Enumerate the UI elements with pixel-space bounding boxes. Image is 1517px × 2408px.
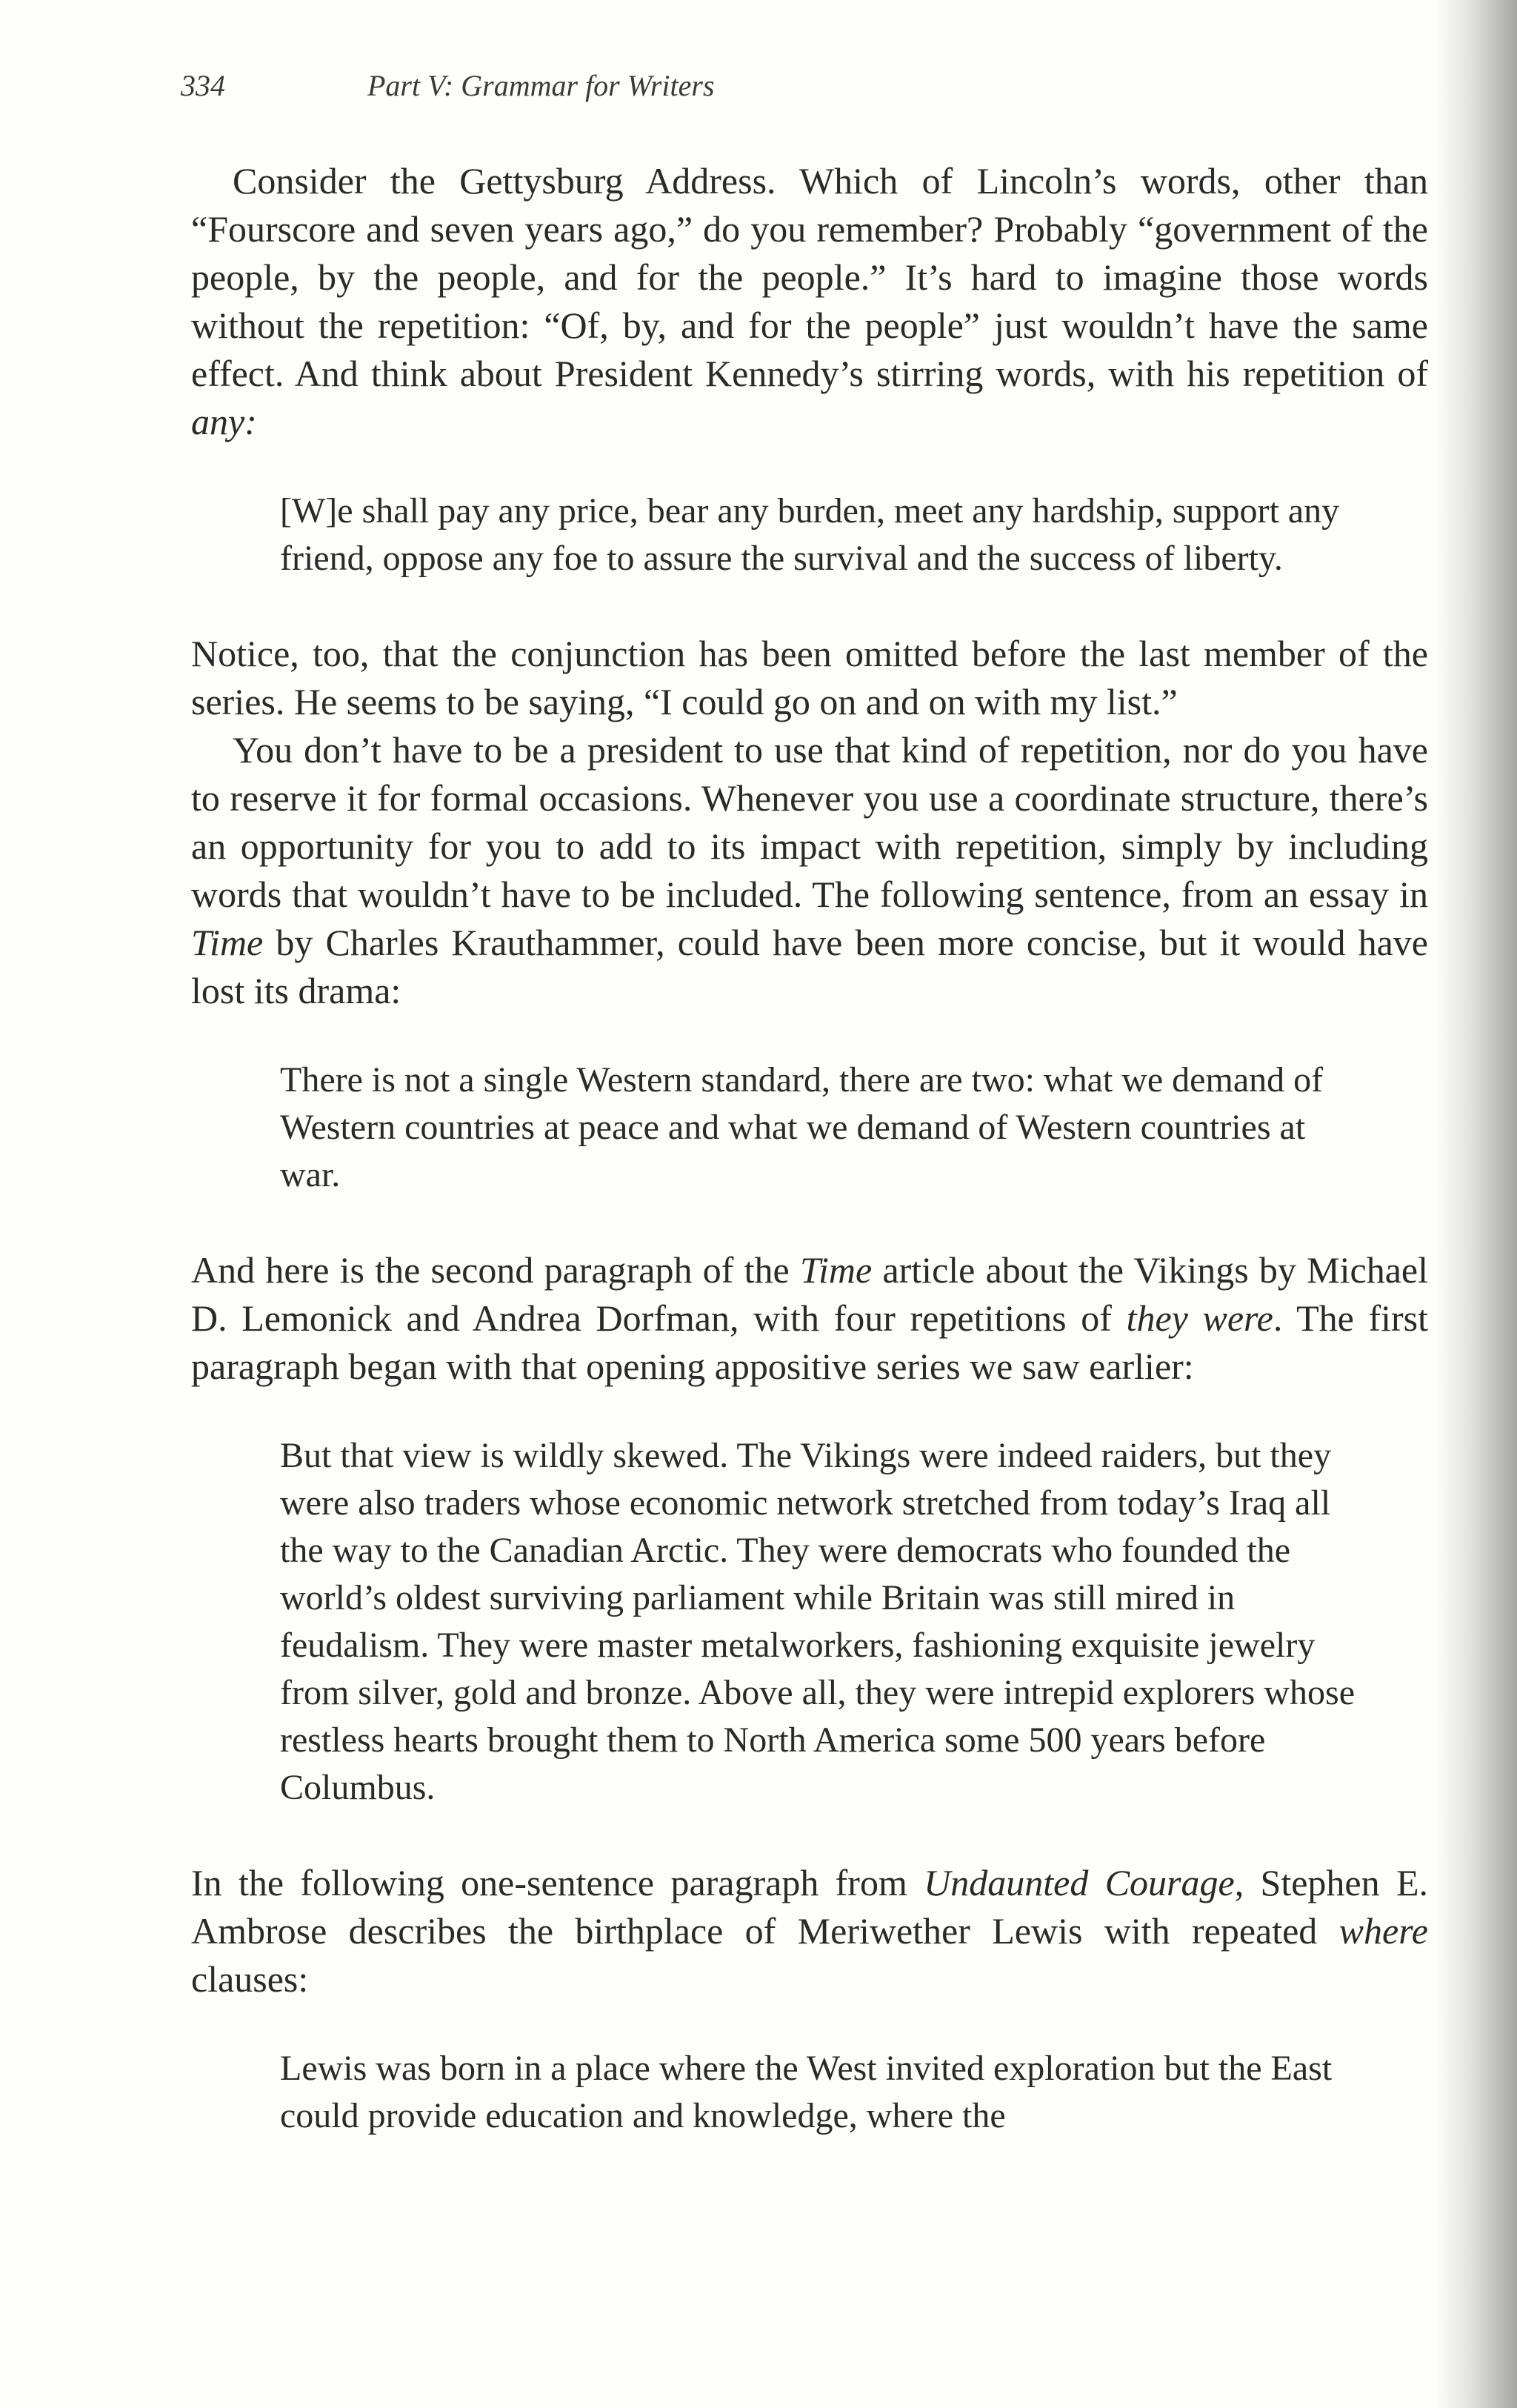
block-quote: [W]e shall pay any price, bear any burden, meet any hardship, support any friend, oppose any foe to assure the survival and the success of liberty. [280,491,1340,578]
page-gutter-shadow [1436,0,1517,2408]
body-paragraph [191,1859,1428,2003]
block-quote: There is not a single Western standard, there are two: what we demand of Western countries at peace and what we demand of Western countries at war. [280,1060,1324,1194]
emphasis-text: any: [191,401,257,442]
running-title: Part V: Grammar for Writers [367,69,715,102]
emphasis-text: Undaunted Courage [924,1862,1235,1903]
paragraph-text: , Stephen E. Ambrose describes the birthplace of Meriwether Lewis with repeated [191,1862,1428,1952]
page-body [191,157,1428,2140]
body-paragraph [191,726,1428,1015]
emphasis-text: Time [191,922,264,963]
paragraph-text: In the following one-sentence paragraph from [191,1862,924,1903]
paragraph-text: clauses: [191,1958,309,2000]
block-quote: Lewis was born in a place where the West invited exploration but the East could provide education and knowledge, where the [280,2049,1333,2135]
paragraph-text: article about the Vikings by Michael D. Lemonick and Andrea Dorfman, with four repetitions of [191,1249,1428,1339]
body-paragraph: Notice, too, that the conjunction has been omitted before the last member of the series. He seems to be saying, “I could go on and on with my list.” [191,633,1428,722]
paragraph-text: by Charles Krauthammer, could have been more concise, but it would have lost its drama: [191,922,1428,1011]
emphasis-text: where [1338,1910,1428,1952]
paragraph-text: . The first paragraph began with that opening appositive series we saw earlier: [191,1297,1429,1387]
running-header [181,68,715,103]
page-number: 334 [181,69,225,102]
paragraph-text: And here is the second paragraph of the [191,1249,800,1291]
emphasis-text: Time [799,1249,873,1291]
block-quote: But that view is wildly skewed. The Vikings were indeed raiders, but they were also traders whose economic network stretched from today’s Iraq all the way to the Canadian Arctic. They were democrats who founded the world’s oldest surviving parliament while Britain was still mired in feudalism. They were master metalworkers, fashioning exquisite jewelry from silver, gold and bronze. Above all, they were intrepid explorers whose restless hearts brought them to North America some 500 years before Columbus. [280,1436,1355,1807]
body-paragraph [191,1246,1428,1391]
paragraph-text: Consider the Gettysburg Address. Which of Lincoln’s words, other than “Fourscore and seven years ago,” do you remember? Probably “government of the people, by the people, and for the people.” It’s hard to imagine those words without the repetition: “Of, by, and for the people” just wouldn’t have the same effect. And think about President Kennedy’s stirring words, with his repetition of [191,160,1428,394]
emphasis-text: they were [1126,1297,1273,1339]
body-paragraph [191,157,1428,446]
paragraph-text: You don’t have to be a president to use that kind of repetition, nor do you have to reserve it for formal occasions. Whenever you use a coordinate structure, there’s an opportunity for you to add to its impact with repetition, simply by including words that wouldn’t have to be included. The following sentence, from an essay in [191,729,1428,915]
